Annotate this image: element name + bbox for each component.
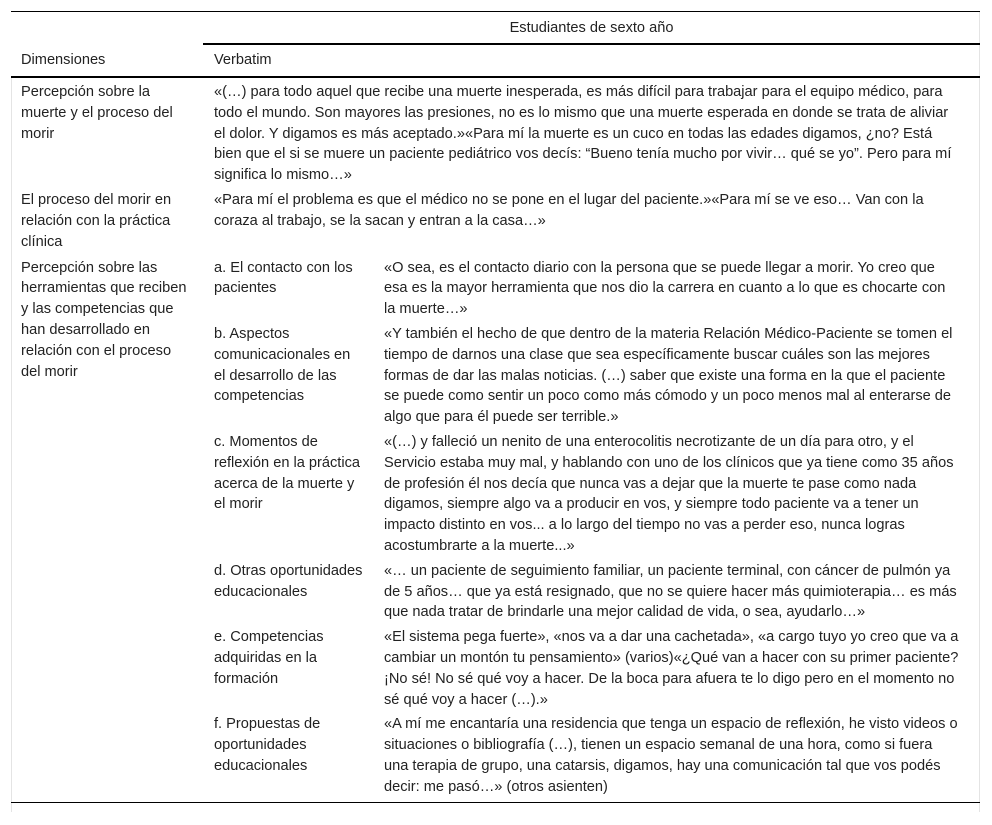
table-row <box>11 254 980 320</box>
subdimension-cell: d. Otras oportunidades educacionales <box>214 562 363 600</box>
verbatim-cell: «O sea, es el contacto diario con la persona que se puede llegar a morir. Yo creo que esa es la mayor herramienta que nos dio la carrera en cuanto a lo que es chocarte con la muerte…» <box>384 259 946 318</box>
verbatim-table-container <box>11 11 980 803</box>
verbatim-cell: «(…) para todo aquel que recibe una muerte inesperada, es más difícil para trabajar para el equipo médico, para todo el mundo. Son mayores las presiones, no es lo mismo que una muerte esperada en donde se trata de aliviar el dolor. Y digamos es más aceptado.»«Para mí la muerte es un cuco en todas las edades digamos, ¿no? Está bien que el si se muere un paciente pediátrico vos decís: “Bueno tenía mucho por vivir… qué se yo”. Pero para mí significa lo mismo…» <box>214 84 952 184</box>
verbatim-cell: «El sistema pega fuerte», «nos va a dar una cachetada», «a cargo tuyo yo creo que va a cambiar un montón tu pensamiento» (varios)«¿Qué van a hacer con su primer paciente? ¡No sé! No sé qué voy a hacer. De la boca para afuera te lo digo pero en el momento no sé qué voy a hacer (…).» <box>384 629 959 708</box>
verbatim-cell: «Para mí el problema es que el médico no se pone en el lugar del paciente.»«Para mí se ve eso… Van con la coraza al trabajo, se la sacan y entran a la casa…» <box>214 191 924 229</box>
verbatim-cell: «(…) y falleció un nenito de una enterocolitis necrotizante de un día para otro, y el Servicio estaba muy mal, y hablando con uno de los clínicos que ya tiene como 35 años de profesión él nos decía que nunca vas a dejar que la muerte te pase como nada digamos, siempre algo va a producir en vos, y siempre todo paciente va a tener un impacto distinto en vos... a lo largo del tiempo no vas a perder eso, nunca logras acostumbrarte a la muerte...» <box>384 433 954 554</box>
group-header-students: Estudiantes de sexto año <box>203 12 980 45</box>
table-row <box>11 77 980 186</box>
dimension-cell: El proceso del morir en relación con la práctica clínica <box>21 191 172 250</box>
subdimension-cell: c. Momentos de reflexión en la práctica acerca de la muerte y el morir <box>214 433 361 513</box>
subdimension-cell: e. Competencias adquiridas en la formación <box>214 629 324 687</box>
verbatim-table <box>11 11 980 803</box>
dimension-cell: Percepción sobre las herramientas que reciben y las competencias que han desarrollado en relación con el proceso del morir <box>11 254 203 802</box>
verbatim-cell: «… un paciente de seguimiento familiar, un paciente terminal, con cáncer de pulmón ya de 5 años… que ya está resignado, que no se quiere hacer más quimioterapia… es más que nada tratar de brindarle una mejor calidad de vida, o sea, ayudarlo…» <box>384 562 957 621</box>
dimension-cell: Percepción sobre la muerte y el proceso del morir <box>21 84 173 142</box>
subdimension-cell: f. Propuestas de oportunidades educacionales <box>203 710 373 802</box>
table-body <box>11 77 980 802</box>
table-header <box>11 12 980 78</box>
subdimension-cell: b. Aspectos comunicacionales en el desarrollo de las competencias <box>214 325 351 405</box>
table-row <box>11 186 980 254</box>
column-header-verbatim: Verbatim <box>203 44 980 77</box>
verbatim-cell: «A mí me encantaría una residencia que tenga un espacio de reflexión, he visto videos o situaciones o bibliografía (…), tienen un espacio semanal de una hora, como si fuera una terapia de grupo, una catarsis, digamos, hay una comunicación tal que vos podés decir: me pasó…» (otros asienten) <box>373 710 980 802</box>
column-header-dimensions: Dimensiones <box>11 12 203 78</box>
subdimension-cell: a. El contacto con los pacientes <box>214 259 353 297</box>
verbatim-cell: «Y también el hecho de que dentro de la materia Relación Médico-Paciente se tomen el tiempo de darnos una clase que sea específicamente buscar cuáles son las mejores formas de dar las malas noticias. (…) saber que existe una forma en la que el paciente se puede como sentir un poco como más cómodo y un poco menos mal al enterarse de algo que para él puede ser terrible.» <box>384 325 953 426</box>
